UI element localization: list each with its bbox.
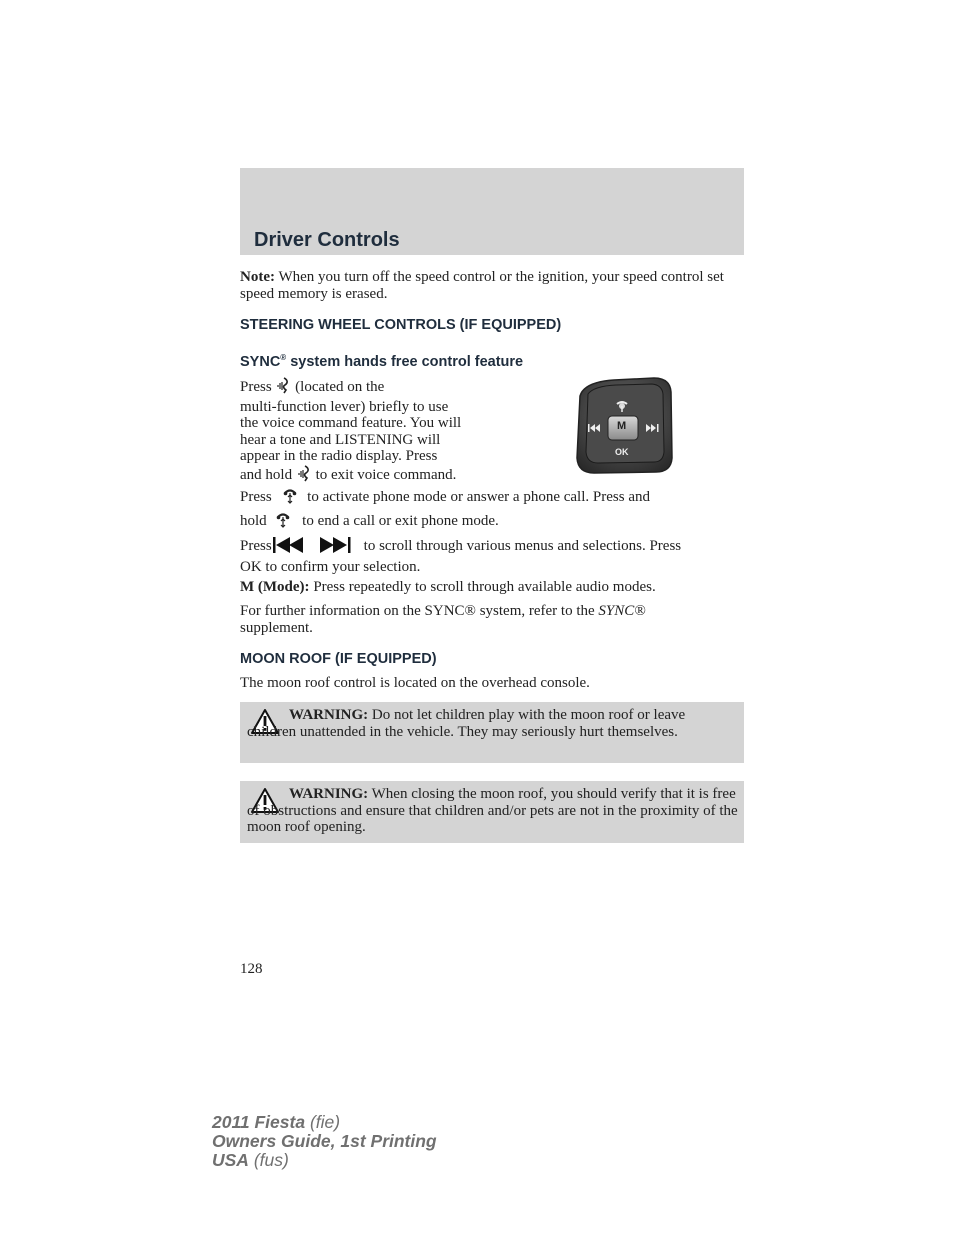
warning-text-2 [247,786,738,836]
phone-icon [276,512,290,533]
warning-body-1: Do not let children play with the moon roof or leave children unattended in the vehicle. They may seriously hurt themselves. [247,707,686,740]
mode-label: M (Mode): [240,579,310,595]
footer-region: USA [212,1150,249,1170]
page-number: 128 [240,961,263,977]
voice-paragraph [240,377,500,487]
voice-line4: hear a tone and LISTENING will [240,431,441,448]
page-title: Driver Controls [254,229,400,251]
section-heading-steering: STEERING WHEEL CONTROLS (IF EQUIPPED) [240,317,562,333]
phone-icon [283,488,297,509]
phone-line1b: to activate phone mode or answer a phone call. Press and [307,489,650,505]
note-label: Note: [240,269,275,285]
image-mode-label: M [617,420,627,432]
voice-icon [296,465,312,487]
voice-line1a: Press [240,379,272,395]
footer [212,1113,437,1170]
seek-paragraph [240,536,744,575]
voice-line6b: to exit voice command. [315,466,457,483]
steering-control-image [574,376,674,474]
footer-guide: Owners Guide, 1st Printing [212,1131,437,1151]
section-heading-moonroof: MOON ROOF (IF EQUIPPED) [240,651,437,667]
voice-line1b: (located on the [295,379,385,395]
subheading-sync-main: SYNC [240,353,281,370]
warning-box-2 [240,781,744,843]
info-paragraph [240,603,744,636]
footer-model-code: (fie) [305,1112,341,1132]
info-text-a: For further information on the SYNC® system, refer to the [240,603,599,619]
note-paragraph [240,269,744,302]
info-line2: supplement. [240,619,313,636]
phone-line2a: hold [240,512,267,529]
subheading-sync-rest: system hands free control feature [286,353,524,370]
seek-line1b: to scroll through various menus and selections. Press [363,538,682,554]
image-ok-label: OK [615,447,629,457]
mode-text: Press repeatedly to scroll through available audio modes. [309,579,656,595]
warning-body-2: When closing the moon roof, you should verify that it is free of obstructions and ensure that children and/or pets are not in the proximity of the moon roof opening. [247,786,738,836]
voice-line3: the voice command feature. You will [240,415,462,432]
warning-label-1: WARNING: [289,707,369,723]
seek-line2: OK to confirm your selection. [240,558,421,575]
footer-region-code: (fus) [248,1150,289,1170]
seek-back-forward-icon [272,536,356,559]
subheading-sync [240,353,523,370]
note-text: When you turn off the speed control or the ignition, your speed control set speed memory is erased. [240,269,724,302]
header-band [240,168,744,255]
subheading-sync-sup: ® [280,353,287,362]
warning-text-1 [247,707,738,740]
warning-box-1 [240,702,744,763]
voice-line5: appear in the radio display. Press [240,448,438,465]
phone-line1a: Press [240,489,272,505]
phone-line2b: to end a call or exit phone mode. [302,512,499,529]
info-italic: SYNC® [598,603,646,619]
phone-paragraph [240,488,744,532]
seek-line1a: Press [240,538,272,554]
voice-line2: multi-function lever) briefly to use [240,398,449,415]
moonroof-paragraph: The moon roof control is located on the overhead console. [240,675,590,691]
footer-model: 2011 Fiesta [212,1112,306,1132]
voice-icon [275,377,291,399]
mode-paragraph [240,579,744,596]
voice-line6a: and hold [240,466,293,483]
warning-label-2: WARNING: [289,786,369,802]
